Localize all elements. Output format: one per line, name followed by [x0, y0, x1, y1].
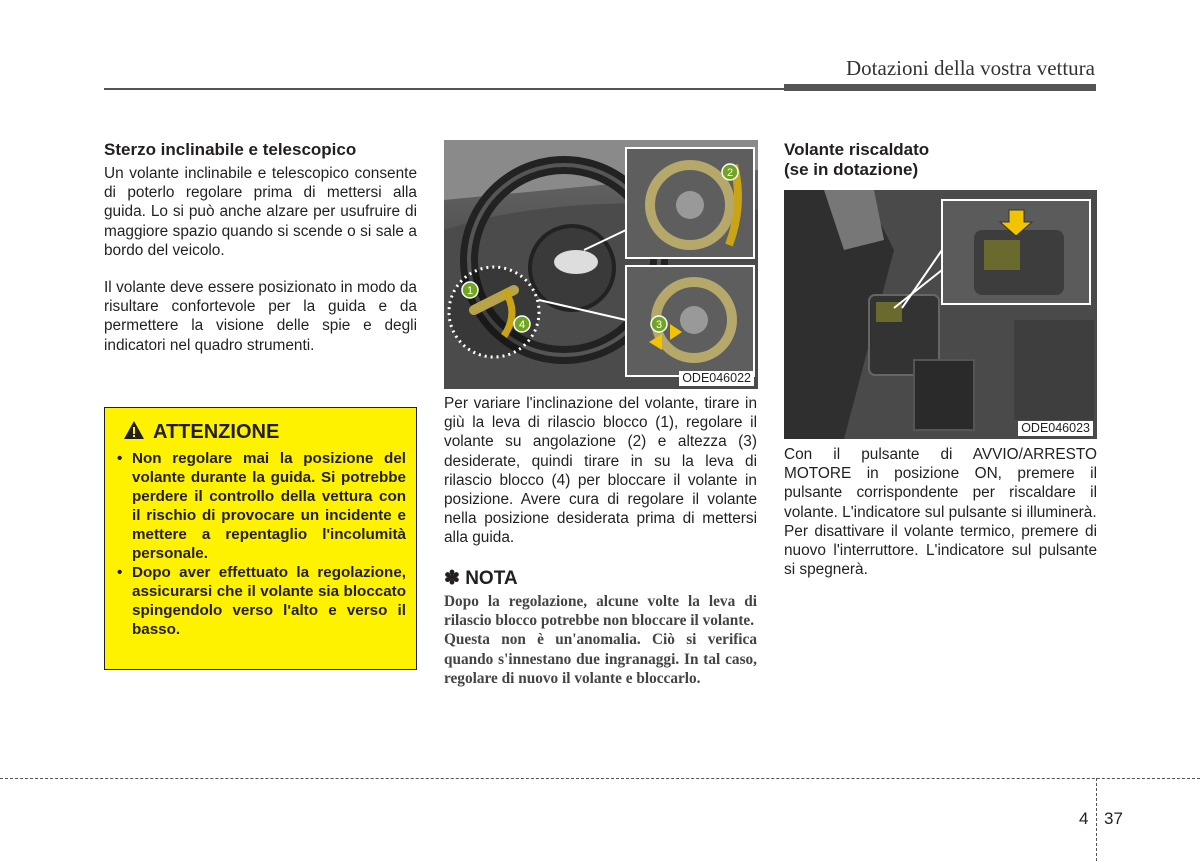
warning-item-text: Non regolare mai la posizione del volante durante la guida. Si potrebbe perdere il controllo della vettura con il rischio di provocare un incidente e mettere a repentaglio l'incolumità personale. — [132, 450, 406, 562]
note-title: ✽ NOTA — [444, 568, 518, 589]
warning-box — [104, 407, 417, 670]
column-right-text — [784, 445, 1097, 579]
note-body — [444, 592, 757, 688]
warning-header — [123, 420, 406, 445]
footer-divider — [1096, 778, 1097, 861]
figure-code: ODE046023 — [1018, 421, 1093, 436]
warning-item-text: Dopo aver effettuato la regolazione, assicurarsi che il volante sia bloccato spingendolo verso l'alto e verso il basso. — [132, 564, 406, 638]
section-title: Dotazioni della vostra vettura — [846, 56, 1095, 80]
heated-wheel-figure — [784, 190, 1097, 439]
heading-line: Volante riscaldato — [784, 140, 930, 159]
header-rule-bar — [784, 84, 1096, 91]
warning-item — [115, 563, 406, 639]
warning-list — [115, 449, 406, 639]
bullet: • — [117, 564, 123, 581]
chapter-number: 4 — [1079, 809, 1089, 828]
steering-adjust-figure — [444, 140, 758, 389]
figure-code: ODE046022 — [679, 371, 754, 386]
paragraph-adjust-steps: Per variare l'inclinazione del volante, tirare in giù la leva di rilascio blocco (1), regolare il volante su angolazione (2) e altezza (3) desiderate, quindi tirare in su la leva di rilascio blocco (4) per bloccare il volante in posizione. Avere cura di regolare il volante nella posizione desiderata prima di mettersi alla guida. — [444, 395, 757, 547]
heated-button-illustration — [784, 190, 1097, 439]
callout-2-label: 2 — [726, 167, 734, 179]
heading-tilt-telescopic: Sterzo inclinabile e telescopico — [104, 140, 357, 159]
paragraph-activate: Con il pulsante di AVVIO/ARRESTO MOTORE in posizione ON, premere il pulsante corrispondente per riscaldare il volante. L'indicatore sul pulsante si illuminerà. — [784, 446, 1097, 521]
warning-item — [115, 449, 406, 563]
column-middle — [444, 394, 757, 548]
paragraph-position: Il volante deve essere posizionato in modo da risultare confortevole per la guida e da permettere la visione delle spie e degli indicatori nel quadro strumenti. — [104, 279, 417, 354]
warning-title: ATTENZIONE — [153, 421, 280, 443]
heading-line: (se in dotazione) — [784, 160, 919, 179]
warning-triangle-icon — [123, 420, 145, 445]
note-paragraph: Questa non è un'anomalia. Ciò si verifica quando s'innestano due ingranaggi. In tal caso, regolare di nuovo il volante e bloccarlo. — [444, 631, 757, 687]
callout-4-label: 4 — [518, 319, 526, 331]
callout-1-label: 1 — [466, 285, 474, 297]
heading-heated-wheel — [784, 140, 1097, 180]
bullet: • — [117, 450, 123, 467]
callout-3-label: 3 — [655, 319, 663, 331]
column-right — [784, 140, 1097, 180]
header-rule — [104, 88, 784, 90]
note-paragraph: Dopo la regolazione, alcune volte la leva di rilascio blocco potrebbe non bloccare il volante. — [444, 593, 757, 630]
page-number: 37 — [1104, 809, 1123, 828]
steering-illustration — [444, 140, 758, 389]
paragraph-deactivate: Per disattivare il volante termico, premere di nuovo l'interruttore. L'indicatore sul pulsante si spegnerà. — [784, 522, 1097, 579]
column-left — [104, 140, 417, 355]
paragraph-intro: Un volante inclinabile e telescopico consente di poterlo regolare prima di mettersi alla guida. Lo si può anche alzare per usufruire di maggiore spazio quando si scende o si sale a bordo del veicolo. — [104, 165, 417, 259]
footer-rule — [0, 778, 1200, 779]
